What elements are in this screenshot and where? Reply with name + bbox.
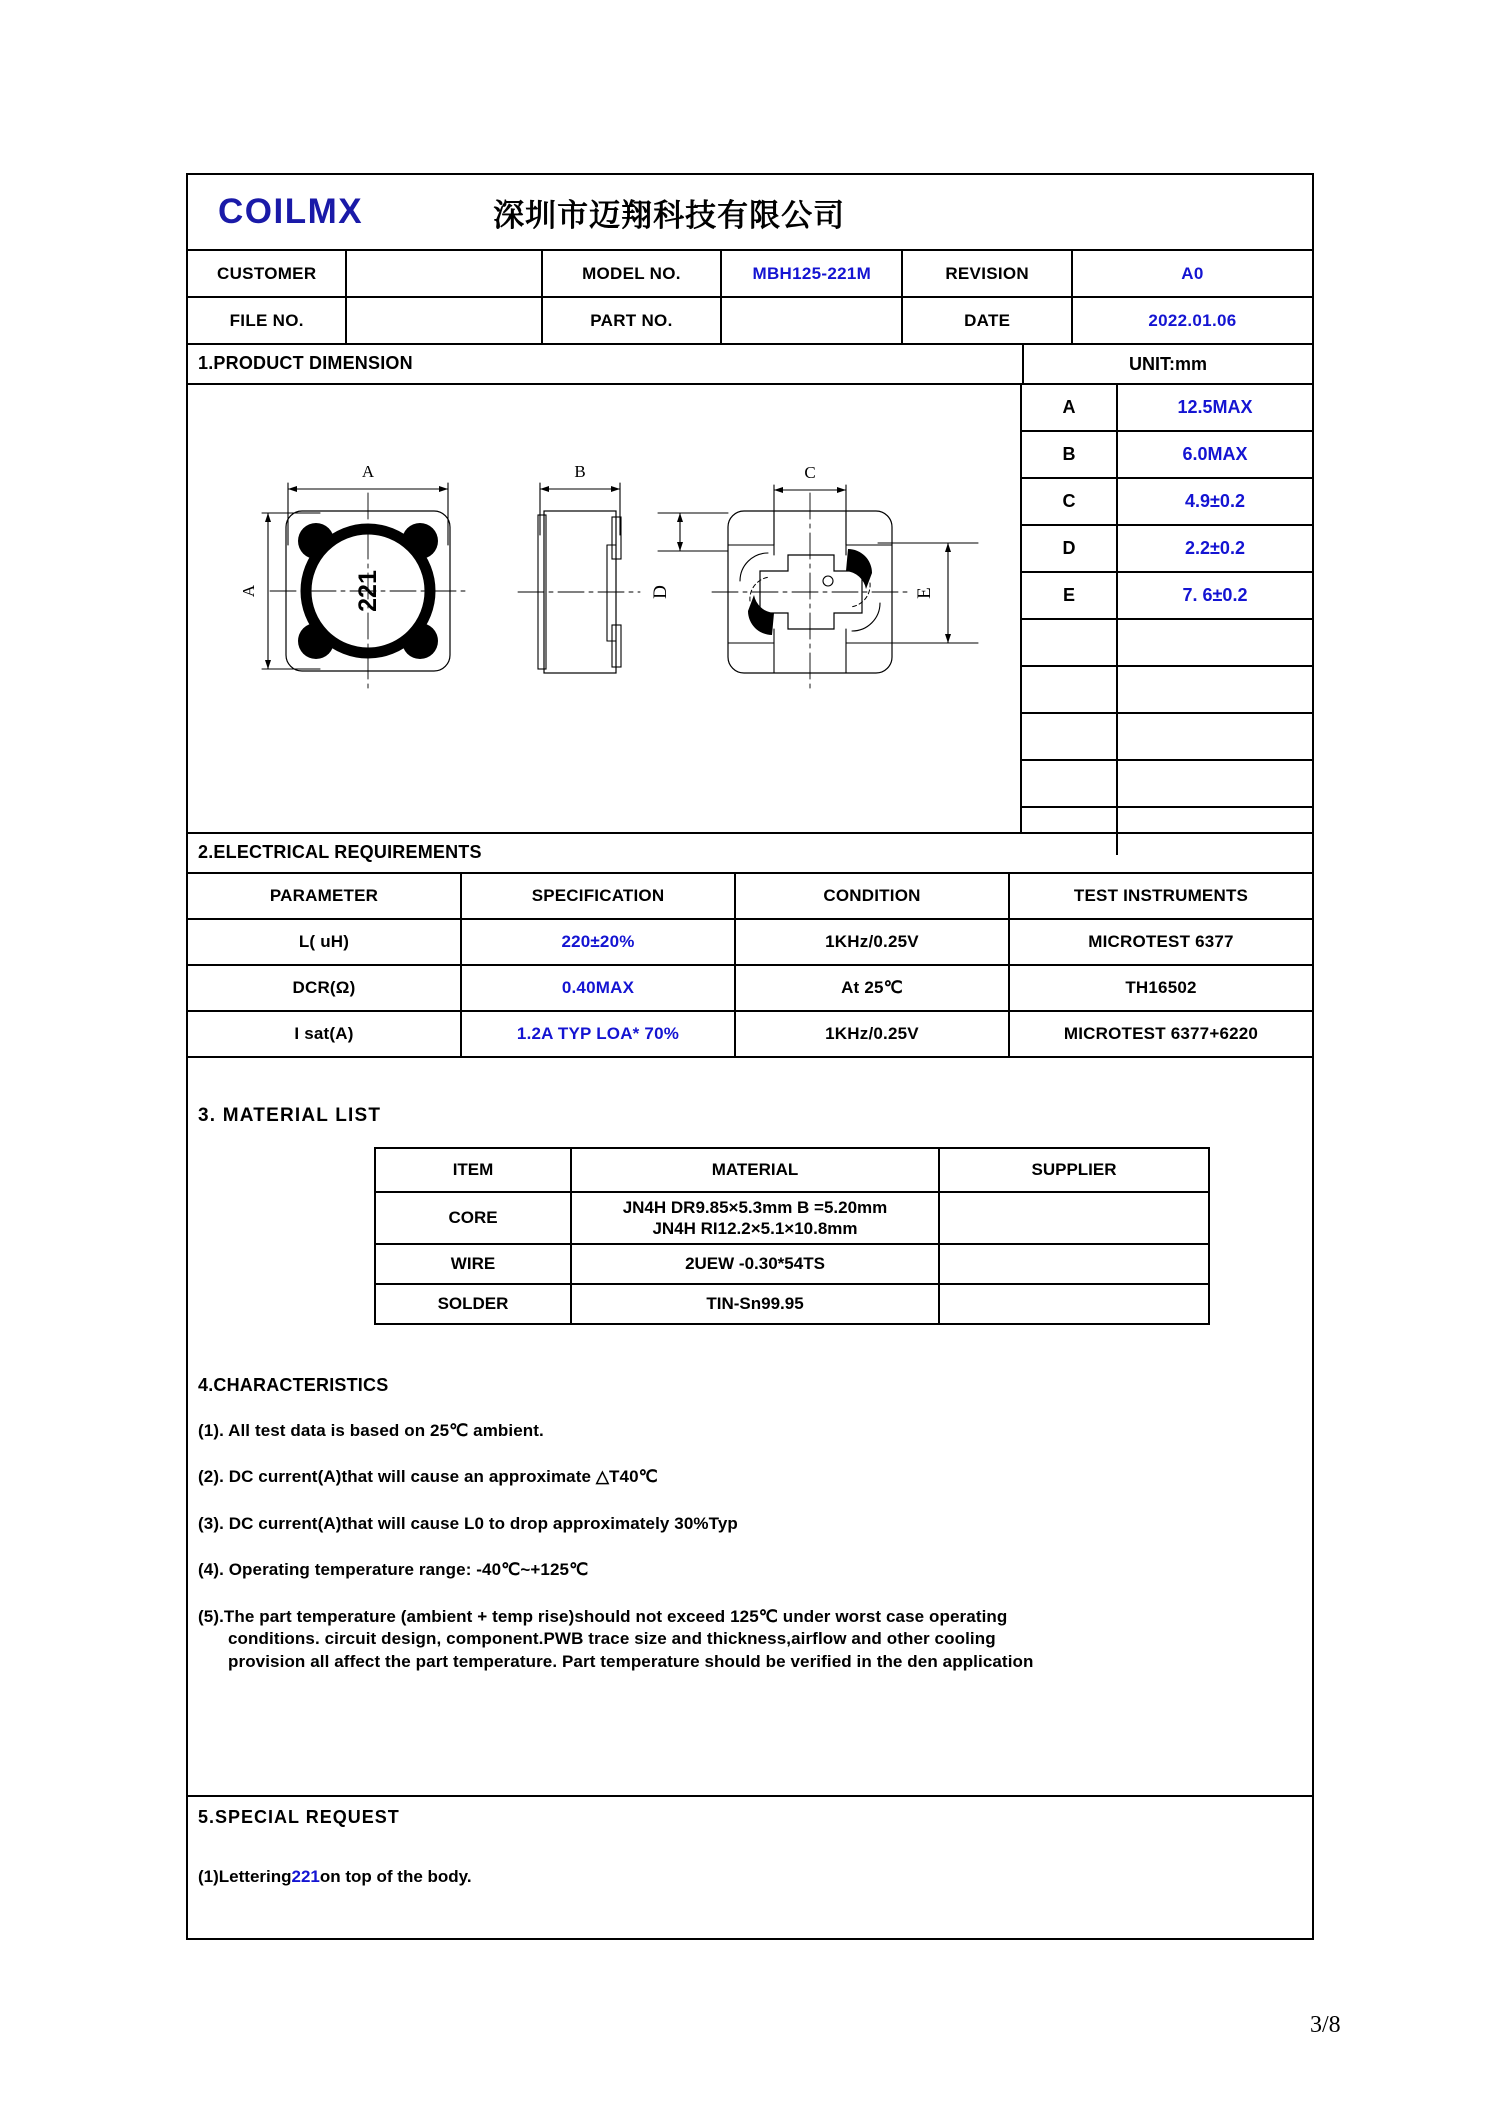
section-2-title: 2.ELECTRICAL REQUIREMENTS <box>198 842 482 862</box>
cell-parameter: I sat(A) <box>188 1012 462 1056</box>
section-3-title: 3. MATERIAL LIST <box>198 1105 382 1126</box>
brand-logo: COILMX <box>218 192 364 231</box>
section-5-title: 5.SPECIAL REQUEST <box>198 1807 400 1827</box>
dimension-drawing-svg <box>188 385 1022 830</box>
material-line-2: JN4H RI12.2×5.1×10.8mm <box>652 1219 858 1238</box>
electrical-header-row <box>188 874 1312 920</box>
dimension-value <box>1118 620 1312 665</box>
customer-label: CUSTOMER <box>188 251 347 296</box>
special-request-marking: 221 <box>291 1867 320 1886</box>
characteristic-item: (3). DC current(A)that will cause L0 to drop approximately 30%Typ <box>198 1513 738 1533</box>
characteristic-item-5-line-2: conditions. circuit design, component.PWB trace size and thickness,airflow and other cooling <box>228 1629 996 1649</box>
dimension-value: 7. 6±0.2 <box>1182 585 1248 605</box>
part-label: PART NO. <box>543 298 722 343</box>
date-value: 2022.01.06 <box>1148 310 1237 330</box>
cell-item: CORE <box>376 1193 572 1243</box>
date-label: DATE <box>903 298 1072 343</box>
revision-value: A0 <box>1181 263 1204 283</box>
dimension-row <box>1022 526 1312 573</box>
dimension-key <box>1022 761 1118 806</box>
cell-instrument: MICROTEST 6377+6220 <box>1063 1024 1259 1043</box>
section-1-header <box>188 345 1312 385</box>
dimension-value: 12.5MAX <box>1177 397 1253 417</box>
dimension-table <box>1022 385 1312 832</box>
cell-supplier <box>940 1193 1208 1243</box>
column-header-test-instruments: TEST INSTRUMENTS <box>1073 886 1249 905</box>
cell-parameter: L( uH) <box>188 920 462 964</box>
dimension-value <box>1118 667 1312 712</box>
dimension-key <box>1022 714 1118 759</box>
revision-label: REVISION <box>903 251 1072 296</box>
svg-text:221: 221 <box>354 570 382 612</box>
table-row <box>188 1012 1312 1058</box>
part-value <box>722 298 903 343</box>
dimension-value: 6.0MAX <box>1182 444 1248 464</box>
table-row <box>376 1285 1208 1325</box>
material-line-1: JN4H DR9.85×5.3mm B =5.20mm <box>622 1197 888 1217</box>
model-value: MBH125-221M <box>722 251 903 296</box>
product-drawing <box>188 385 1022 832</box>
dimension-row <box>1022 761 1312 808</box>
cell-material: 2UEW -0.30*54TS <box>572 1245 940 1283</box>
special-request-suffix: on top of the body. <box>319 1867 472 1886</box>
dimension-row <box>1022 479 1312 526</box>
characteristic-item-5-line-1: (5).The part temperature (ambient + temp rise)should not exceed 125℃ under worst case operating <box>198 1606 1008 1626</box>
column-header-specification: SPECIFICATION <box>462 874 736 918</box>
cell-specification: 220±20% <box>462 920 736 964</box>
info-row-1 <box>188 251 1312 298</box>
cell-supplier <box>940 1285 1208 1323</box>
column-header-parameter: PARAMETER <box>188 874 462 918</box>
table-row <box>188 920 1312 966</box>
dimension-key: E <box>1022 573 1118 618</box>
dimension-key <box>1022 620 1118 665</box>
cell-material <box>572 1193 940 1243</box>
customer-value <box>347 251 542 296</box>
dimension-value <box>1118 761 1312 806</box>
file-value <box>347 298 542 343</box>
company-name: 深圳市迈翔科技有限公司 <box>493 197 846 234</box>
svg-text:D: D <box>650 585 671 599</box>
dimension-key: D <box>1022 526 1118 571</box>
document-frame <box>186 173 1314 1940</box>
section-1-title: 1.PRODUCT DIMENSION <box>198 353 413 373</box>
cell-material: TIN-Sn99.95 <box>572 1285 940 1323</box>
characteristic-item: (4). Operating temperature range: -40℃~+125℃ <box>198 1560 589 1580</box>
table-row <box>188 966 1312 1012</box>
dimension-row <box>1022 620 1312 667</box>
svg-text:B: B <box>574 462 586 481</box>
cell-item: SOLDER <box>376 1285 572 1323</box>
dimension-row <box>1022 432 1312 479</box>
cell-condition: 1KHz/0.25V <box>736 920 1010 964</box>
dimension-row <box>1022 714 1312 761</box>
column-header-material: MATERIAL <box>572 1149 940 1191</box>
cell-condition: 1KHz/0.25V <box>736 1012 1010 1056</box>
model-label: MODEL NO. <box>543 251 722 296</box>
svg-text:C: C <box>804 463 816 482</box>
column-header-item: ITEM <box>376 1149 572 1191</box>
material-table <box>374 1147 1210 1325</box>
section-2-header <box>188 834 1312 874</box>
page-number: 3/8 <box>1310 2012 1341 2038</box>
dimension-key <box>1022 667 1118 712</box>
dimension-key: A <box>1022 385 1118 430</box>
cell-parameter: DCR(Ω) <box>188 966 462 1010</box>
info-row-2 <box>188 298 1312 345</box>
section-4-title: 4.CHARACTERISTICS <box>198 1375 389 1395</box>
electrical-table <box>188 874 1312 1058</box>
characteristic-item-5-line-3: provision all affect the part temperature. Part temperature should be verified in the den application <box>228 1651 1034 1671</box>
cell-supplier <box>940 1245 1208 1283</box>
document-header <box>188 175 1312 251</box>
file-label: FILE NO. <box>188 298 347 343</box>
dimension-area <box>188 385 1312 834</box>
material-header-row <box>376 1149 1208 1193</box>
dimension-row <box>1022 573 1312 620</box>
svg-text:A: A <box>239 584 258 598</box>
cell-instrument: MICROTEST 6377 <box>1088 932 1234 951</box>
dimension-value <box>1118 714 1312 759</box>
cell-specification: 1.2A TYP LOA* 70% <box>462 1012 736 1056</box>
dimension-key: C <box>1022 479 1118 524</box>
special-request-prefix: (1)Lettering <box>198 1867 292 1886</box>
cell-instrument: TH16502 <box>1125 978 1197 997</box>
column-header-condition: CONDITION <box>736 874 1010 918</box>
dimension-value: 4.9±0.2 <box>1185 491 1245 511</box>
svg-text:E: E <box>914 587 935 599</box>
table-row <box>376 1193 1208 1245</box>
unit-label: UNIT:mm <box>1022 345 1312 383</box>
dimension-row <box>1022 667 1312 714</box>
dimension-key: B <box>1022 432 1118 477</box>
characteristic-item: (1). All test data is based on 25℃ ambient. <box>198 1421 544 1440</box>
special-request-divider <box>188 1795 1312 1797</box>
dimension-row <box>1022 385 1312 432</box>
cell-specification: 0.40MAX <box>462 966 736 1010</box>
cell-condition: At 25℃ <box>736 966 1010 1010</box>
characteristic-item: (2). DC current(A)that will cause an approximate △T40℃ <box>198 1467 658 1487</box>
table-row <box>376 1245 1208 1285</box>
special-request-item <box>198 1867 472 1887</box>
cell-item: WIRE <box>376 1245 572 1283</box>
dimension-value: 2.2±0.2 <box>1185 538 1245 558</box>
svg-text:A: A <box>361 462 375 481</box>
column-header-supplier: SUPPLIER <box>1031 1160 1117 1180</box>
characteristics-list <box>198 1420 1288 1697</box>
